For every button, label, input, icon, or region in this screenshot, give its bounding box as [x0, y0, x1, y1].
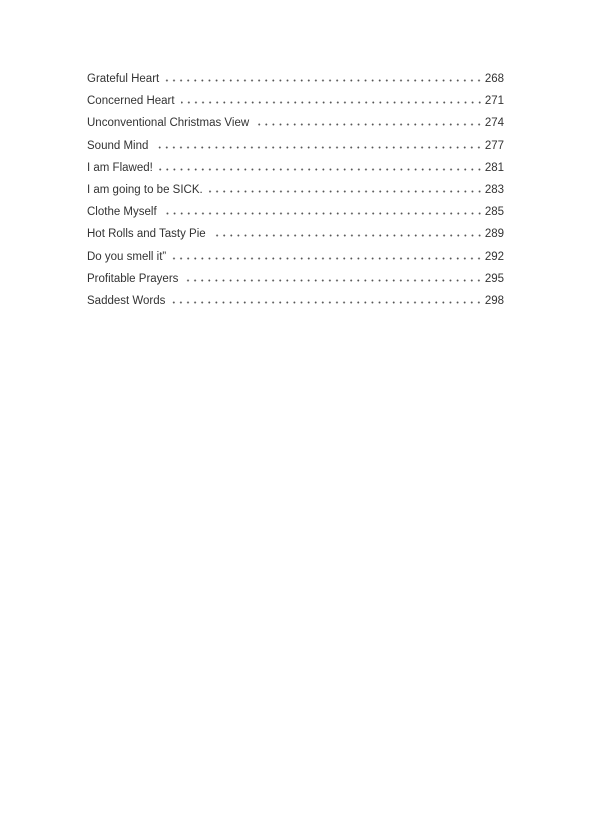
- toc-dot-leader: [154, 137, 482, 149]
- toc-entry: [87, 70, 504, 92]
- toc-entry: [87, 225, 504, 247]
- toc-entry-title: I am Flawed!: [87, 161, 153, 174]
- toc-entry: [87, 114, 504, 136]
- toc-dot-leader: [181, 92, 483, 104]
- toc-entry-page: 271: [484, 95, 504, 108]
- toc-entry: [87, 181, 504, 203]
- toc-entry-title: Unconventional Christmas View: [87, 117, 250, 130]
- toc-entry: [87, 92, 504, 114]
- toc-entry-page: 295: [484, 272, 504, 285]
- table-of-contents: [87, 70, 504, 314]
- toc-entry: [87, 248, 504, 270]
- toc-entry-title: Sound Mind: [87, 139, 149, 152]
- toc-entry-page: 277: [484, 139, 504, 152]
- toc-entry-page: 283: [484, 183, 504, 196]
- toc-entry-title: Saddest Words: [87, 294, 166, 307]
- toc-entry: [87, 270, 504, 292]
- toc-dot-leader: [165, 70, 483, 82]
- toc-dot-leader: [163, 203, 483, 215]
- toc-dot-leader: [171, 292, 482, 304]
- toc-entry-title: Profitable Prayers: [87, 272, 179, 285]
- toc-entry-page: 281: [484, 161, 504, 174]
- toc-dot-leader: [184, 270, 482, 282]
- toc-entry-title: Grateful Heart: [87, 73, 160, 85]
- toc-entry-title: I am going to be SICK.: [87, 183, 203, 196]
- toc-entry-page: 268: [484, 73, 504, 85]
- toc-dot-leader: [212, 225, 483, 237]
- toc-entry: [87, 292, 504, 314]
- toc-dot-leader: [255, 114, 483, 126]
- toc-entry-page: 298: [484, 294, 504, 307]
- toc-entry-page: 292: [484, 250, 504, 263]
- toc-dot-leader: [159, 159, 483, 171]
- toc-entry-page: 274: [484, 117, 504, 130]
- toc-dot-leader: [172, 248, 483, 260]
- toc-entry-title: Clothe Myself: [87, 206, 157, 219]
- toc-entry-title: Hot Rolls and Tasty Pie: [87, 228, 206, 241]
- toc-entry: [87, 159, 504, 181]
- toc-entry-title: Do you smell it”: [87, 250, 167, 263]
- toc-entry: [87, 203, 504, 225]
- toc-entry-title: Concerned Heart: [87, 95, 175, 108]
- toc-dot-leader: [209, 181, 483, 193]
- toc-entry-page: 289: [484, 228, 504, 241]
- toc-entry: [87, 137, 504, 159]
- toc-entry-page: 285: [484, 206, 504, 219]
